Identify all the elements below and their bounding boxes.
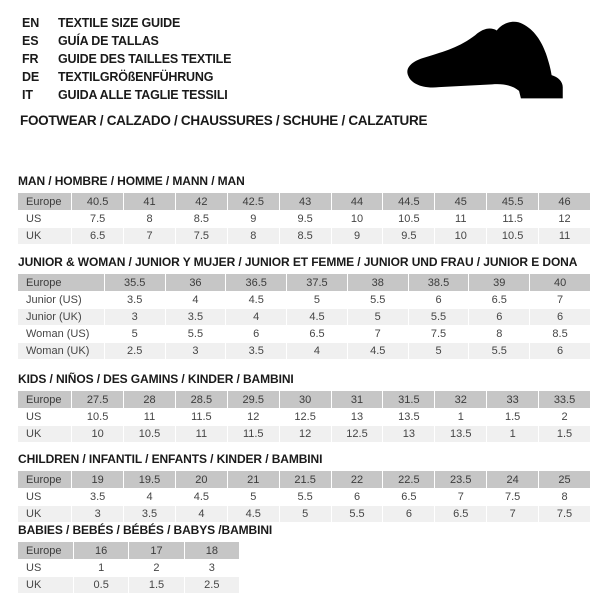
- size-value-cell: 6: [468, 308, 529, 325]
- size-value-cell: 30: [279, 391, 331, 408]
- table-data-row: [18, 325, 590, 342]
- size-value-cell: 12: [538, 210, 590, 227]
- size-value-cell: 8.5: [175, 210, 227, 227]
- size-value-cell: 5.5: [468, 342, 529, 359]
- size-value-cell: 5: [286, 291, 347, 308]
- shoe-silhouette-path: [407, 22, 562, 99]
- language-code: IT: [22, 88, 33, 102]
- size-value-cell: 10.5: [382, 210, 434, 227]
- size-value-cell: 41: [123, 193, 175, 210]
- size-value-cell: 4: [286, 342, 347, 359]
- size-value-cell: 31.5: [382, 391, 434, 408]
- size-value-cell: 4.5: [347, 342, 408, 359]
- size-value-cell: 38.5: [408, 274, 469, 291]
- size-value-cell: 3: [165, 342, 226, 359]
- size-value-cell: 6: [225, 325, 286, 342]
- size-value-cell: 0.5: [73, 576, 128, 593]
- section-children: [18, 452, 590, 522]
- row-label-cell: Europe: [18, 274, 104, 291]
- size-value-cell: 1: [434, 408, 486, 425]
- size-value-cell: 8.5: [279, 227, 331, 244]
- language-code: EN: [22, 16, 40, 30]
- size-value-cell: 6: [408, 291, 469, 308]
- size-value-cell: 13.5: [434, 425, 486, 442]
- size-table-kids: [18, 391, 590, 442]
- size-value-cell: 1.5: [128, 576, 183, 593]
- size-table-children: [18, 471, 590, 522]
- size-value-cell: 4.5: [286, 308, 347, 325]
- row-label-cell: Europe: [18, 193, 71, 210]
- size-value-cell: 36.5: [225, 274, 286, 291]
- size-value-cell: 6: [529, 342, 590, 359]
- row-label-cell: UK: [18, 425, 71, 442]
- size-value-cell: 10.5: [71, 408, 123, 425]
- language-title: GUÍA DE TALLAS: [58, 34, 159, 48]
- section-title-kids: KIDS / NIÑOS / DES GAMINS / KINDER / BAMBINI: [18, 372, 294, 386]
- size-value-cell: 3.5: [71, 488, 123, 505]
- size-value-cell: 24: [486, 471, 538, 488]
- size-value-cell: 5.5: [331, 505, 383, 522]
- size-value-cell: 8.5: [529, 325, 590, 342]
- size-value-cell: 18: [184, 542, 239, 559]
- size-value-cell: 13: [331, 408, 383, 425]
- shoe-icon: [400, 18, 586, 108]
- size-value-cell: 8: [123, 210, 175, 227]
- size-value-cell: 7.5: [71, 210, 123, 227]
- size-value-cell: 31: [331, 391, 383, 408]
- size-value-cell: 3.5: [104, 291, 165, 308]
- size-value-cell: 46: [538, 193, 590, 210]
- size-value-cell: 1.5: [538, 425, 590, 442]
- size-value-cell: 1.5: [486, 408, 538, 425]
- section-kids: [18, 372, 590, 442]
- size-value-cell: 9: [227, 210, 279, 227]
- size-value-cell: 7.5: [408, 325, 469, 342]
- size-table-man: [18, 193, 590, 244]
- size-value-cell: 40.5: [71, 193, 123, 210]
- size-value-cell: 4.5: [175, 488, 227, 505]
- row-label-cell: US: [18, 559, 73, 576]
- size-value-cell: 21.5: [279, 471, 331, 488]
- section-title-babies: BABIES / BEBÉS / BÉBÉS / BABYS /BAMBINI: [18, 523, 273, 537]
- size-value-cell: 7: [434, 488, 486, 505]
- size-value-cell: 5.5: [279, 488, 331, 505]
- size-value-cell: 5: [227, 488, 279, 505]
- row-label-cell: Woman (US): [18, 325, 104, 342]
- size-value-cell: 28: [123, 391, 175, 408]
- language-code: DE: [22, 70, 40, 84]
- row-label-cell: US: [18, 408, 71, 425]
- language-title: TEXTILGRÖßENFÜHRUNG: [58, 70, 214, 84]
- size-value-cell: 4: [225, 308, 286, 325]
- size-value-cell: 37.5: [286, 274, 347, 291]
- size-value-cell: 12: [227, 408, 279, 425]
- size-value-cell: 4.5: [227, 505, 279, 522]
- size-value-cell: 7: [486, 505, 538, 522]
- size-value-cell: 42: [175, 193, 227, 210]
- size-value-cell: 8: [227, 227, 279, 244]
- table-data-row: [18, 425, 590, 442]
- size-value-cell: 5.5: [165, 325, 226, 342]
- size-value-cell: 6.5: [286, 325, 347, 342]
- table-data-row: [18, 227, 590, 244]
- section-babies: [18, 523, 590, 593]
- table-header-row: [18, 542, 239, 559]
- language-code: ES: [22, 34, 39, 48]
- row-label-cell: Junior (UK): [18, 308, 104, 325]
- size-value-cell: 36: [165, 274, 226, 291]
- size-value-cell: 13: [382, 425, 434, 442]
- table-data-row: [18, 488, 590, 505]
- size-value-cell: 3: [71, 505, 123, 522]
- size-value-cell: 3.5: [123, 505, 175, 522]
- size-value-cell: 9.5: [279, 210, 331, 227]
- size-value-cell: 20: [175, 471, 227, 488]
- size-value-cell: 32: [434, 391, 486, 408]
- size-value-cell: 5: [408, 342, 469, 359]
- size-value-cell: 12.5: [279, 408, 331, 425]
- category-heading: FOOTWEAR / CALZADO / CHAUSSURES / SCHUHE / CALZATURE: [20, 113, 428, 128]
- size-value-cell: 13.5: [382, 408, 434, 425]
- table-header-row: [18, 471, 590, 488]
- size-value-cell: 10: [331, 210, 383, 227]
- row-label-cell: Junior (US): [18, 291, 104, 308]
- size-value-cell: 5: [279, 505, 331, 522]
- size-value-cell: 6: [331, 488, 383, 505]
- row-label-cell: UK: [18, 505, 71, 522]
- size-value-cell: 45: [434, 193, 486, 210]
- size-value-cell: 10.5: [486, 227, 538, 244]
- size-value-cell: 5: [347, 308, 408, 325]
- size-value-cell: 39: [468, 274, 529, 291]
- size-value-cell: 22.5: [382, 471, 434, 488]
- row-label-cell: Europe: [18, 391, 71, 408]
- size-value-cell: 6.5: [434, 505, 486, 522]
- row-label-cell: US: [18, 488, 71, 505]
- size-value-cell: 21: [227, 471, 279, 488]
- size-value-cell: 19.5: [123, 471, 175, 488]
- size-value-cell: 33: [486, 391, 538, 408]
- row-label-cell: Europe: [18, 471, 71, 488]
- language-title: GUIDE DES TAILLES TEXTILE: [58, 52, 232, 66]
- size-value-cell: 4: [175, 505, 227, 522]
- table-data-row: [18, 576, 239, 593]
- size-value-cell: 6.5: [71, 227, 123, 244]
- section-title-junior-woman: JUNIOR & WOMAN / JUNIOR Y MUJER / JUNIOR ET FEMME / JUNIOR UND FRAU / JUNIOR E DONA: [18, 255, 578, 269]
- size-value-cell: 27.5: [71, 391, 123, 408]
- language-code: FR: [22, 52, 39, 66]
- section-junior-woman: [18, 255, 590, 359]
- size-value-cell: 2: [538, 408, 590, 425]
- table-data-row: [18, 308, 590, 325]
- size-value-cell: 5.5: [347, 291, 408, 308]
- size-value-cell: 44.5: [382, 193, 434, 210]
- size-value-cell: 7: [347, 325, 408, 342]
- size-value-cell: 12.5: [331, 425, 383, 442]
- row-label-cell: UK: [18, 227, 71, 244]
- table-data-row: [18, 505, 590, 522]
- size-value-cell: 11: [123, 408, 175, 425]
- size-value-cell: 17: [128, 542, 183, 559]
- size-value-cell: 25: [538, 471, 590, 488]
- size-value-cell: 43: [279, 193, 331, 210]
- language-title: TEXTILE SIZE GUIDE: [58, 16, 181, 30]
- size-table-junior-woman: [18, 274, 590, 359]
- row-label-cell: UK: [18, 576, 73, 593]
- size-value-cell: 16: [73, 542, 128, 559]
- size-value-cell: 29.5: [227, 391, 279, 408]
- size-value-cell: 4: [165, 291, 226, 308]
- size-value-cell: 4: [123, 488, 175, 505]
- size-value-cell: 11.5: [486, 210, 538, 227]
- size-value-cell: 2: [128, 559, 183, 576]
- table-data-row: [18, 408, 590, 425]
- row-label-cell: Woman (UK): [18, 342, 104, 359]
- table-data-row: [18, 342, 590, 359]
- table-header-row: [18, 274, 590, 291]
- size-value-cell: 19: [71, 471, 123, 488]
- size-value-cell: 4.5: [225, 291, 286, 308]
- size-value-cell: 1: [73, 559, 128, 576]
- section-title-children: CHILDREN / INFANTIL / ENFANTS / KINDER / BAMBINI: [18, 452, 323, 466]
- table-data-row: [18, 559, 239, 576]
- section-title-man: MAN / HOMBRE / HOMME / MANN / MAN: [18, 174, 245, 188]
- size-value-cell: 7: [529, 291, 590, 308]
- size-value-cell: 42.5: [227, 193, 279, 210]
- size-value-cell: 38: [347, 274, 408, 291]
- size-value-cell: 44: [331, 193, 383, 210]
- size-value-cell: 45.5: [486, 193, 538, 210]
- table-header-row: [18, 391, 590, 408]
- size-value-cell: 6.5: [468, 291, 529, 308]
- size-value-cell: 22: [331, 471, 383, 488]
- size-value-cell: 7.5: [538, 505, 590, 522]
- size-value-cell: 6.5: [382, 488, 434, 505]
- size-value-cell: 6: [382, 505, 434, 522]
- size-table-babies: [18, 542, 239, 593]
- size-value-cell: 8: [468, 325, 529, 342]
- size-value-cell: 12: [279, 425, 331, 442]
- size-value-cell: 8: [538, 488, 590, 505]
- size-value-cell: 35.5: [104, 274, 165, 291]
- row-label-cell: US: [18, 210, 71, 227]
- size-value-cell: 2.5: [184, 576, 239, 593]
- size-value-cell: 33.5: [538, 391, 590, 408]
- size-value-cell: 10: [71, 425, 123, 442]
- size-value-cell: 28.5: [175, 391, 227, 408]
- size-value-cell: 23.5: [434, 471, 486, 488]
- size-value-cell: 11.5: [175, 408, 227, 425]
- size-value-cell: 11: [434, 210, 486, 227]
- size-value-cell: 1: [486, 425, 538, 442]
- size-value-cell: 11: [175, 425, 227, 442]
- table-data-row: [18, 291, 590, 308]
- size-value-cell: 3: [104, 308, 165, 325]
- size-value-cell: 7.5: [175, 227, 227, 244]
- size-value-cell: 9: [331, 227, 383, 244]
- table-header-row: [18, 193, 590, 210]
- size-value-cell: 2.5: [104, 342, 165, 359]
- row-label-cell: Europe: [18, 542, 73, 559]
- language-title: GUIDA ALLE TAGLIE TESSILI: [58, 88, 228, 102]
- size-value-cell: 10.5: [123, 425, 175, 442]
- section-man: [18, 174, 590, 244]
- size-value-cell: 5.5: [408, 308, 469, 325]
- size-value-cell: 3.5: [165, 308, 226, 325]
- size-value-cell: 40: [529, 274, 590, 291]
- size-value-cell: 3.5: [225, 342, 286, 359]
- table-data-row: [18, 210, 590, 227]
- size-value-cell: 10: [434, 227, 486, 244]
- size-value-cell: 11.5: [227, 425, 279, 442]
- size-value-cell: 7.5: [486, 488, 538, 505]
- size-value-cell: 6: [529, 308, 590, 325]
- size-value-cell: 5: [104, 325, 165, 342]
- size-value-cell: 9.5: [382, 227, 434, 244]
- size-value-cell: 7: [123, 227, 175, 244]
- size-value-cell: 11: [538, 227, 590, 244]
- size-value-cell: 3: [184, 559, 239, 576]
